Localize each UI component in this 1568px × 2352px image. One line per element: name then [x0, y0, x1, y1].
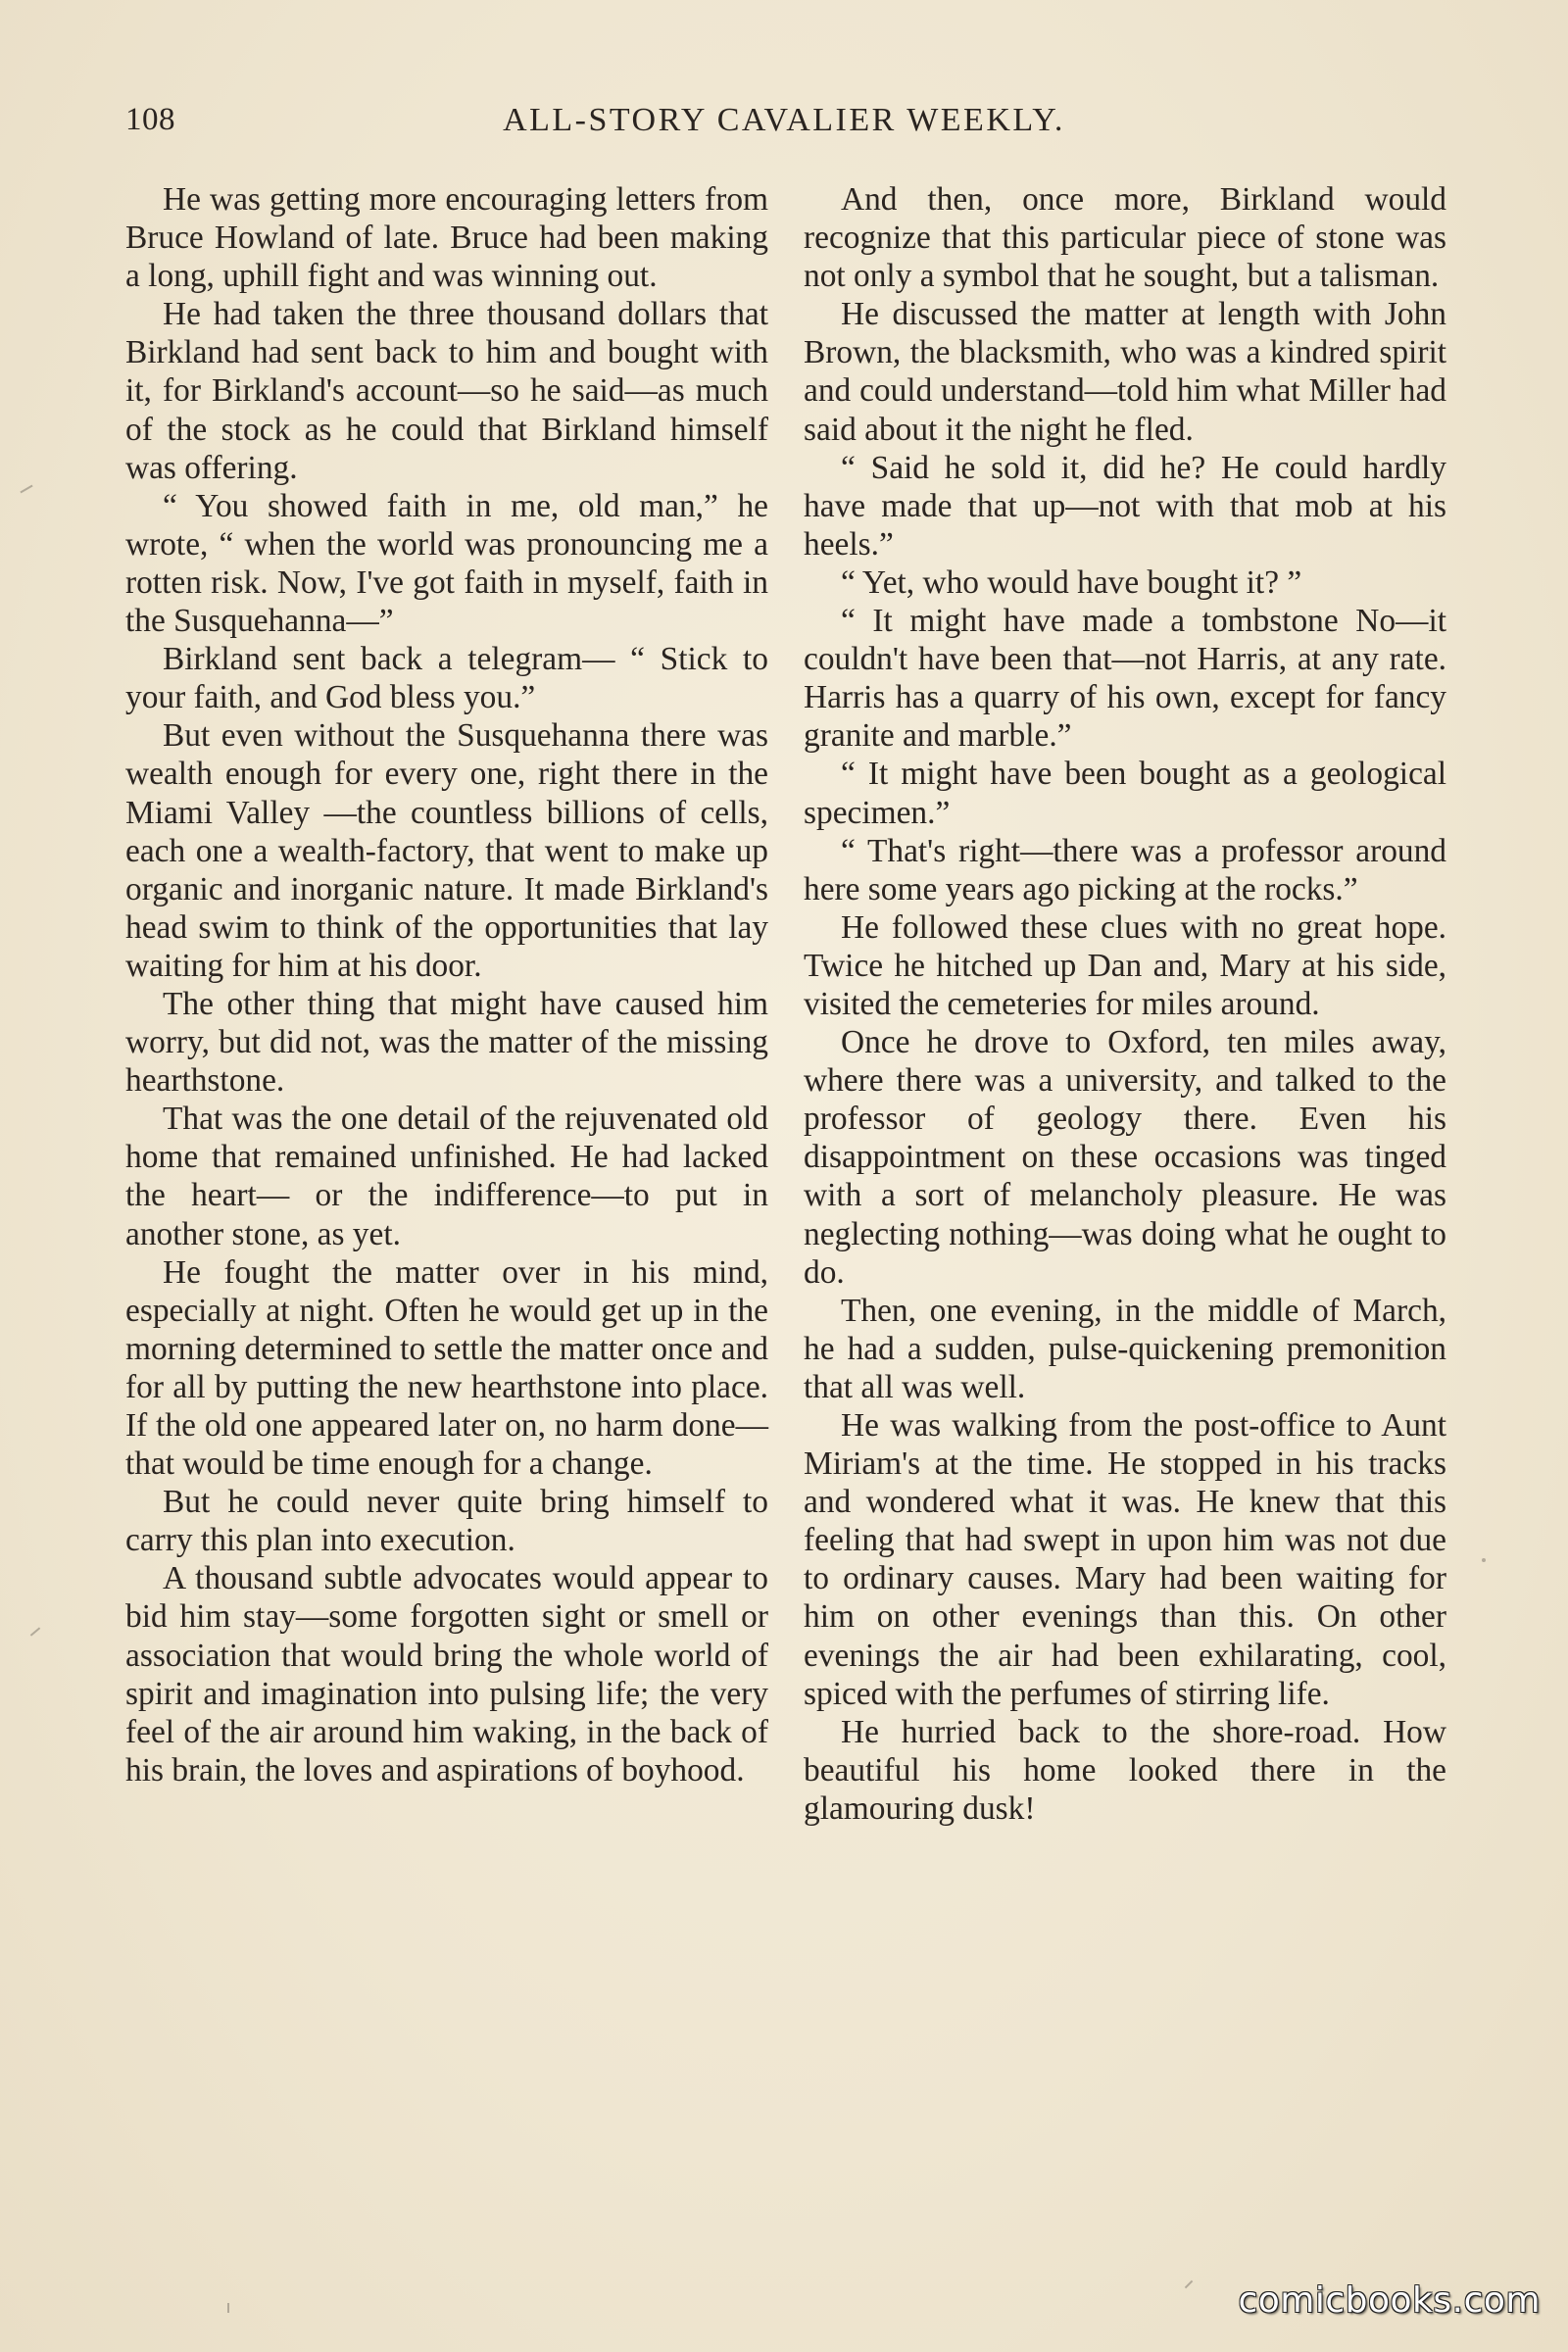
paragraph: “ You showed faith in me, old man,” he wrote, “ when the world was pronouncing me a rotten risk. Now, I've got faith in myself, faith in the Susquehanna—”: [125, 487, 768, 640]
paragraph: He discussed the matter at length with John Brown, the blacksmith, who was a kindred spirit and could understand—told him what Miller had said about it the night he fled.: [804, 296, 1446, 448]
paragraph: He was getting more encouraging letters from Bruce Howland of late. Bruce had been making a long, uphill fight and was winning out.: [125, 181, 768, 295]
paragraph: But he could never quite bring himself to carry this plan into execution.: [125, 1484, 768, 1559]
paper-speck: [227, 2303, 229, 2313]
paper-speck: [1185, 2280, 1193, 2288]
paragraph: He followed these clues with no great hope. Twice he hitched up Dan and, Mary at his side, visited the cemeteries for miles around.: [804, 908, 1446, 1022]
paragraph: He was walking from the post-office to Aunt Miriam's at the time. He stopped in his tracks and wondered what it was. He knew that this feeling that had swept in upon him was not due to ordinary causes. Mary had been waiting for him on other evenings than this. On other evenings the air had been exhilarating, cool, spiced with the perfumes of stirring life.: [804, 1407, 1446, 1712]
paragraph: Birkland sent back a telegram— “ Stick to your faith, and God bless you.”: [125, 641, 768, 716]
paragraph: But even without the Susquehanna there was wealth enough for every one, right there in the Miami Valley —the countless billions of cells, each one a wealth-factory, that went to make up organic and inorganic nature. It made Birkland's head swim to think of the opportunities that lay waiting for him at his door.: [125, 717, 768, 984]
left-column: [125, 180, 768, 1789]
paragraph: That was the one detail of the rejuvenated old home that remained unfinished. He had lacked the heart— or the indifference—to put in another stone, as yet.: [125, 1101, 768, 1252]
paper-speck: [30, 1627, 40, 1636]
paragraph: “ Yet, who would have bought it? ”: [841, 564, 1302, 601]
right-column: [804, 180, 1446, 1828]
paragraph: Once he drove to Oxford, ten miles away, where there was a university, and talked to the professor of geology there. Even his disappointment on these occasions was tinged with a sort of melancholy pleasure. He was neglecting nothing—was doing what he ought to do.: [804, 1024, 1446, 1291]
paragraph: He hurried back to the shore-road. How beautiful his home looked there in the glamouring dusk!: [804, 1713, 1446, 1827]
paragraph: “ It might have been bought as a geological specimen.”: [804, 756, 1446, 831]
paper-speck: [20, 485, 32, 494]
paragraph: He fought the matter over in his mind, especially at night. Often he would get up in the morning determined to settle the matter once and for all by putting the new hearthstone into place. If the old one appeared later on, no harm done—that would be time enough for a change.: [125, 1253, 768, 1483]
page-header: [125, 102, 1443, 151]
paragraph: “ Said he sold it, did he? He could hardly have made that up—not with that mob at his heels.”: [804, 449, 1446, 563]
site-watermark: comicbooks.com: [1238, 2280, 1541, 2321]
paragraph: “ That's right—there was a professor around here some years ago picking at the rocks.”: [804, 832, 1446, 907]
running-title: ALL-STORY CAVALIER WEEKLY.: [503, 102, 1065, 138]
paragraph: “ It might have made a tombstone No—it couldn't have been that—not Harris, at any rate. Harris has a quarry of his own, except for fancy granite and marble.”: [804, 603, 1446, 755]
paragraph: The other thing that might have caused him worry, but did not, was the matter of the missing hearthstone.: [125, 985, 768, 1100]
paragraph: And then, once more, Birkland would recognize that this particular piece of stone was not only a symbol that he sought, but a talisman.: [804, 181, 1446, 295]
paper-speck: [1482, 1558, 1486, 1562]
page-number: 108: [125, 102, 175, 137]
paragraph: He had taken the three thousand dollars that Birkland had sent back to him and bought with it, for Birkland's account—so he said—as much of the stock as he could that Birkland himself was offering.: [125, 296, 768, 486]
paragraph: Then, one evening, in the middle of March, he had a sudden, pulse-quickening premonition that all was well.: [804, 1292, 1446, 1405]
paragraph: A thousand subtle advocates would appear to bid him stay—some forgotten sight or smell or association that would bring the whole world of spirit and imagination into pulsing life; the very feel of the air around him waking, in the back of his brain, the loves and aspirations of boyhood.: [125, 1560, 768, 1788]
